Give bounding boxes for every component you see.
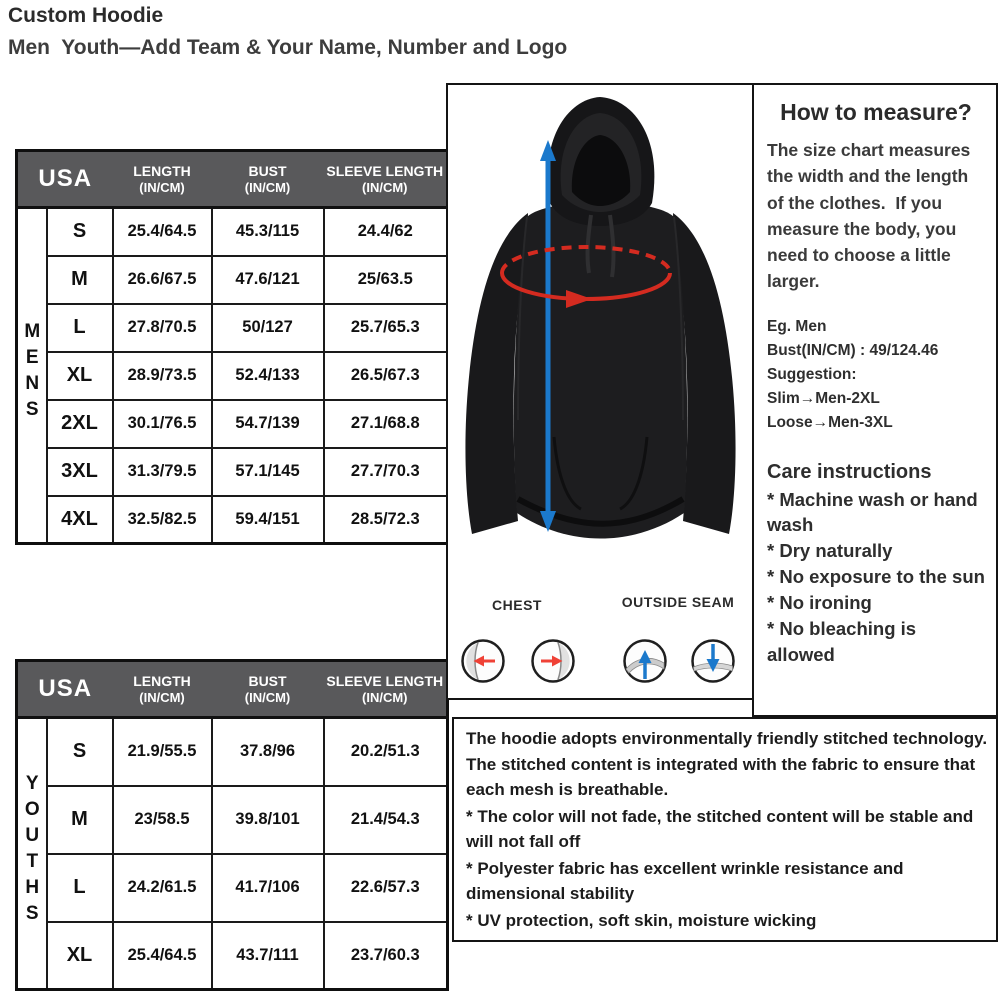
bust-cell: 54.7/139 — [212, 400, 324, 448]
column-header-sleeve: SLEEVE LENGTH (IN/CM) — [324, 661, 448, 718]
size-cell: S — [47, 208, 113, 256]
example-line: Loose→Men-3XL — [767, 413, 893, 431]
sleeve-cell: 27.1/68.8 — [324, 400, 448, 448]
sleeve-cell: 21.4/54.3 — [324, 786, 448, 854]
page-subtitle: Men Youth—Add Team & Your Name, Number and Logo — [8, 36, 568, 59]
size-cell: XL — [47, 922, 113, 990]
size-cell: L — [47, 854, 113, 922]
description-line: * The color will not fade, the stitched content will be stable and will not fall off — [466, 806, 974, 851]
table-row — [17, 786, 448, 854]
length-cell: 25.4/64.5 — [113, 208, 212, 256]
page-title: Custom Hoodie — [8, 4, 164, 27]
bust-cell: 47.6/121 — [212, 256, 324, 304]
table-row — [17, 256, 448, 304]
length-cell: 23/58.5 — [113, 786, 212, 854]
care-item: * Machine wash or hand wash — [767, 488, 978, 536]
column-header-usa: USA — [17, 151, 113, 208]
how-to-measure-panel — [752, 83, 998, 717]
sleeve-cell: 25.7/65.3 — [324, 304, 448, 352]
description-line: The hoodie adopts environmentally friendly stitched technology. The stitched content is integrated with the fabric to ensure that each mesh is breathable. — [466, 729, 988, 799]
size-cell: 2XL — [47, 400, 113, 448]
sleeve-cell: 23.7/60.3 — [324, 922, 448, 990]
column-header-length: LENGTH (IN/CM) — [113, 661, 212, 718]
length-cell: 26.6/67.5 — [113, 256, 212, 304]
group-label-youths: YOUTHS — [17, 718, 47, 990]
example-line: Suggestion: — [767, 365, 857, 383]
mens-size-table — [15, 149, 449, 545]
size-cell: 3XL — [47, 448, 113, 496]
length-cell: 21.9/55.5 — [113, 718, 212, 786]
size-cell: L — [47, 304, 113, 352]
outside-seam-label: OUTSIDE SEAM — [621, 594, 735, 610]
bust-cell: 43.7/111 — [212, 922, 324, 990]
sleeve-cell: 27.7/70.3 — [324, 448, 448, 496]
bust-cell: 57.1/145 — [212, 448, 324, 496]
bust-cell: 52.4/133 — [212, 352, 324, 400]
table-row — [17, 718, 448, 786]
column-header-bust: BUST (IN/CM) — [212, 151, 324, 208]
bust-cell: 39.8/101 — [212, 786, 324, 854]
column-header-sleeve: SLEEVE LENGTH (IN/CM) — [324, 151, 448, 208]
care-item: * Dry naturally — [767, 540, 893, 562]
chest-label: CHEST — [492, 597, 542, 613]
length-cell: 31.3/79.5 — [113, 448, 212, 496]
measure-body-text: The size chart measures the width and the length of the clothes. If you measure the body, you need to choose a little larger. — [767, 140, 976, 292]
example-line: Slim→Men-2XL — [767, 389, 880, 407]
column-header-usa: USA — [17, 661, 113, 718]
length-cell: 24.2/61.5 — [113, 854, 212, 922]
size-cell: M — [47, 786, 113, 854]
hoodie-body — [514, 202, 687, 539]
length-cell: 28.9/73.5 — [113, 352, 212, 400]
example-line: Bust(IN/CM) : 49/124.46 — [767, 341, 939, 359]
sleeve-cell: 25/63.5 — [324, 256, 448, 304]
table-row — [17, 448, 448, 496]
length-cell: 25.4/64.5 — [113, 922, 212, 990]
table-row — [17, 208, 448, 256]
bust-cell: 59.4/151 — [212, 496, 324, 544]
length-cell: 30.1/76.5 — [113, 400, 212, 448]
table-header-row — [17, 661, 448, 718]
table-row — [17, 854, 448, 922]
sleeve-cell: 26.5/67.3 — [324, 352, 448, 400]
table-row — [17, 922, 448, 990]
column-header-length: LENGTH (IN/CM) — [113, 151, 212, 208]
bust-cell: 50/127 — [212, 304, 324, 352]
product-description-box — [452, 717, 998, 942]
measure-heading: How to measure? — [780, 99, 972, 125]
youths-size-table — [15, 659, 449, 991]
length-cell: 27.8/70.5 — [113, 304, 212, 352]
care-item: * No bleaching is allowed — [767, 618, 917, 665]
care-item: * No exposure to the sun — [767, 566, 985, 588]
size-cell: S — [47, 718, 113, 786]
bust-cell: 45.3/115 — [212, 208, 324, 256]
chest-right-arrow-icon — [530, 638, 576, 684]
size-cell: M — [47, 256, 113, 304]
column-header-bust: BUST (IN/CM) — [212, 661, 324, 718]
care-instructions-heading: Care instructions — [767, 460, 932, 483]
table-row — [17, 400, 448, 448]
sleeve-cell: 28.5/72.3 — [324, 496, 448, 544]
group-label-mens: MENS — [17, 208, 47, 544]
sleeve-cell: 22.6/57.3 — [324, 854, 448, 922]
hoodie-image — [448, 85, 751, 590]
sleeve-cell: 20.2/51.3 — [324, 718, 448, 786]
chest-left-arrow-icon — [460, 638, 506, 684]
hoodie-panel — [446, 83, 752, 700]
measure-example — [767, 315, 985, 435]
bust-cell: 37.8/96 — [212, 718, 324, 786]
size-cell: XL — [47, 352, 113, 400]
bust-cell: 41.7/106 — [212, 854, 324, 922]
table-row — [17, 352, 448, 400]
table-header-row — [17, 151, 448, 208]
example-line: Eg. Men — [767, 317, 827, 335]
length-cell: 32.5/82.5 — [113, 496, 212, 544]
description-line: * UV protection, soft skin, moisture wicking — [466, 910, 817, 930]
table-row — [17, 304, 448, 352]
sleeve-cell: 24.4/62 — [324, 208, 448, 256]
description-line: * Polyester fabric has excellent wrinkle resistance and dimensional stability — [466, 858, 904, 903]
care-instructions-list — [767, 487, 985, 668]
table-row — [17, 496, 448, 544]
care-item: * No ironing — [767, 592, 872, 614]
seam-up-arrow-icon — [622, 638, 668, 684]
seam-down-arrow-icon — [690, 638, 736, 684]
size-cell: 4XL — [47, 496, 113, 544]
